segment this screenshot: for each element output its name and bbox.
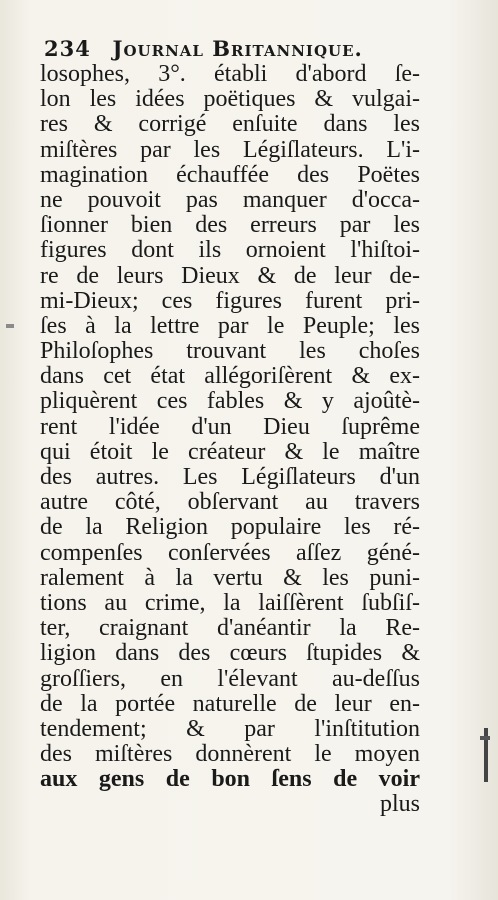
text-line: ter, craignant d'anéantir la Re- (40, 615, 420, 642)
text-line: tions au crime, la laiſſèrent ſubſiſ- (40, 589, 420, 616)
text-line: lon les idées poëtiques & vulgai- (40, 86, 420, 113)
text-line: losophes, 3°. établi d'abord ſe- (40, 61, 420, 87)
catchword: plus (379, 791, 420, 818)
text-line: mi-Dieux; ces figures furent pri- (40, 287, 420, 314)
text-line: qui étoit le créateur & le maître (40, 438, 420, 465)
text-line: ſionner bien des erreurs par les (40, 212, 420, 239)
text-line: ralement à la vertu & les puni- (40, 564, 420, 591)
text-line: des autres. Les Légiſlateurs d'un (40, 464, 420, 490)
text-line: magination échauffée des Poëtes (40, 161, 420, 188)
text-line: re de leurs Dieux & de leur de- (40, 262, 420, 289)
text-line: ne pouvoit pas manquer d'occa- (40, 186, 420, 213)
text-line: figures dont ils ornoient l'hiſtoi- (40, 237, 420, 264)
text-line: ligion dans des cœurs ſtupides & (40, 640, 420, 667)
text-line: Philoſophes trouvant les choſes (40, 338, 420, 365)
text-line: de la portée naturelle de leur en- (40, 690, 420, 717)
text-line: miſtères par les Légiſlateurs. L'i- (40, 136, 420, 163)
text-line: de la Religion populaire les ré- (40, 514, 420, 541)
text-line: tendement; & par l'inſtitution (40, 715, 420, 742)
text-line: aux gens de bon ſens de voir (40, 766, 420, 793)
text-line: autre côté, obſervant au travers (40, 489, 420, 516)
gutter-mark (6, 324, 14, 328)
text-line: rent l'idée d'un Dieu ſuprême (40, 413, 420, 440)
text-line: ſes à la lettre par le Peuple; les (40, 312, 420, 339)
text-line: des miſtères donnèrent le moyen (40, 741, 420, 768)
text-line: compenſes conſervées aſſez géné- (40, 539, 420, 566)
text-line: res & corrigé enſuite dans les (40, 111, 420, 138)
text-line: pliquèrent ces fables & y ajoûtè- (40, 388, 420, 415)
page-number: 234 (44, 36, 91, 61)
edge-mark (480, 736, 490, 740)
text-line: groſſiers, en l'élevant au-deſſus (40, 665, 420, 692)
body-text (40, 62, 420, 818)
text-line: dans cet état allégoriſèrent & ex- (40, 363, 420, 390)
running-title: Journal Britannique. (112, 36, 363, 61)
